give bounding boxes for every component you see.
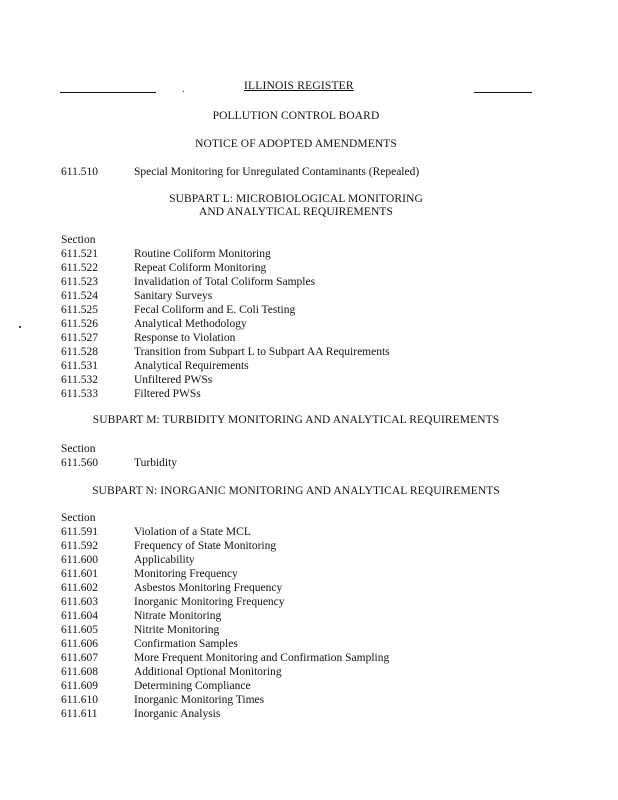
subpart-n-heading: SUBPART N: INORGANIC MONITORING AND ANALYTICAL REQUIREMENTS bbox=[92, 485, 500, 497]
subpart-l-heading-line1: SUBPART L: MICROBIOLOGICAL MONITORING bbox=[169, 193, 423, 205]
section-title: Special Monitoring for Unregulated Contaminants (Repealed) bbox=[134, 166, 420, 178]
section-number: 611.604 bbox=[61, 610, 98, 622]
section-title: Invalidation of Total Coliform Samples bbox=[134, 276, 316, 288]
subpart-n-section-label: Section bbox=[61, 512, 96, 524]
section-title: Asbestos Monitoring Frequency bbox=[134, 582, 283, 594]
section-row bbox=[61, 247, 541, 261]
section-row bbox=[61, 693, 541, 707]
section-row bbox=[61, 679, 541, 693]
section-title: Confirmation Samples bbox=[134, 638, 238, 650]
section-number: 611.526 bbox=[61, 318, 98, 330]
section-number: 611.609 bbox=[61, 680, 98, 692]
section-title: Inorganic Monitoring Frequency bbox=[134, 596, 285, 608]
section-number: 611.611 bbox=[61, 708, 98, 720]
section-number: 611.608 bbox=[61, 666, 98, 678]
top-section-row bbox=[61, 165, 541, 179]
section-title: Determining Compliance bbox=[134, 680, 251, 692]
section-number: 611.603 bbox=[61, 596, 98, 608]
section-row bbox=[61, 275, 541, 289]
section-number: 611.522 bbox=[61, 262, 98, 274]
section-number: 611.605 bbox=[61, 624, 98, 636]
section-number: 611.527 bbox=[61, 332, 98, 344]
section-row bbox=[61, 345, 541, 359]
section-title: Analytical Methodology bbox=[134, 318, 247, 330]
section-number: 611.601 bbox=[61, 568, 98, 580]
section-title: Analytical Requirements bbox=[134, 360, 249, 372]
section-title: Repeat Coliform Monitoring bbox=[134, 262, 267, 274]
subpart-m-heading: SUBPART M: TURBIDITY MONITORING AND ANALYTICAL REQUIREMENTS bbox=[92, 414, 500, 426]
section-number: 611.524 bbox=[61, 290, 98, 302]
section-number: 611.532 bbox=[61, 374, 98, 386]
section-title: Nitrate Monitoring bbox=[134, 610, 222, 622]
section-row bbox=[61, 525, 541, 539]
section-row bbox=[61, 261, 541, 275]
section-title: More Frequent Monitoring and Confirmation Sampling bbox=[134, 652, 390, 664]
section-title: Violation of a State MCL bbox=[134, 526, 251, 538]
subpart-l-heading-line2: AND ANALYTICAL REQUIREMENTS bbox=[198, 206, 394, 218]
section-number: 611.607 bbox=[61, 652, 98, 664]
section-title: Applicability bbox=[134, 554, 195, 566]
section-number: 611.510 bbox=[61, 166, 98, 178]
subpart-m-section-label: Section bbox=[61, 443, 96, 455]
section-row bbox=[61, 581, 541, 595]
header-rule-left bbox=[60, 92, 156, 93]
section-title: Frequency of State Monitoring bbox=[134, 540, 277, 552]
register-header bbox=[60, 80, 532, 96]
section-title: Additional Optional Monitoring bbox=[134, 666, 282, 678]
section-row bbox=[61, 637, 541, 651]
section-number: 611.521 bbox=[61, 248, 98, 260]
section-row bbox=[61, 665, 541, 679]
section-number: 611.592 bbox=[61, 540, 98, 552]
section-row bbox=[61, 303, 541, 317]
header-rule-right bbox=[474, 92, 532, 93]
section-row bbox=[61, 651, 541, 665]
section-row bbox=[61, 609, 541, 623]
section-number: 611.531 bbox=[61, 360, 98, 372]
section-number: 611.560 bbox=[61, 457, 98, 469]
section-title: Inorganic Monitoring Times bbox=[134, 694, 265, 706]
section-row bbox=[61, 567, 541, 581]
section-row bbox=[61, 553, 541, 567]
section-row bbox=[61, 387, 541, 401]
section-number: 611.523 bbox=[61, 276, 98, 288]
section-number: 611.533 bbox=[61, 388, 98, 400]
section-number: 611.602 bbox=[61, 582, 98, 594]
section-row bbox=[61, 456, 541, 470]
section-row bbox=[61, 317, 541, 331]
header-dot: . bbox=[182, 84, 185, 95]
register-title: ILLINOIS REGISTER bbox=[244, 80, 354, 92]
subpart-l-section-label: Section bbox=[61, 234, 96, 246]
section-title: Turbidity bbox=[134, 457, 178, 469]
section-title: Filtered PWSs bbox=[134, 388, 201, 400]
section-row bbox=[61, 539, 541, 553]
section-number: 611.528 bbox=[61, 346, 98, 358]
section-title: Sanitary Surveys bbox=[134, 290, 213, 302]
scan-speck bbox=[19, 326, 21, 328]
section-title: Response to Violation bbox=[134, 332, 236, 344]
section-row bbox=[61, 623, 541, 637]
section-number: 611.610 bbox=[61, 694, 98, 706]
section-number: 611.591 bbox=[61, 526, 98, 538]
section-title: Inorganic Analysis bbox=[134, 708, 221, 720]
section-title: Fecal Coliform and E. Coli Testing bbox=[134, 304, 296, 316]
section-row bbox=[61, 707, 541, 721]
section-title: Transition from Subpart L to Subpart AA Requirements bbox=[134, 346, 390, 358]
section-title: Unfiltered PWSs bbox=[134, 374, 213, 386]
section-number: 611.600 bbox=[61, 554, 98, 566]
section-row bbox=[61, 595, 541, 609]
section-row bbox=[61, 359, 541, 373]
section-row bbox=[61, 373, 541, 387]
section-row bbox=[61, 289, 541, 303]
section-number: 611.525 bbox=[61, 304, 98, 316]
section-title: Nitrite Monitoring bbox=[134, 624, 220, 636]
board-name: POLLUTION CONTROL BOARD bbox=[212, 110, 380, 122]
section-title: Monitoring Frequency bbox=[134, 568, 238, 580]
notice-title: NOTICE OF ADOPTED AMENDMENTS bbox=[195, 138, 397, 150]
section-number: 611.606 bbox=[61, 638, 98, 650]
section-title: Routine Coliform Monitoring bbox=[134, 248, 271, 260]
section-row bbox=[61, 331, 541, 345]
